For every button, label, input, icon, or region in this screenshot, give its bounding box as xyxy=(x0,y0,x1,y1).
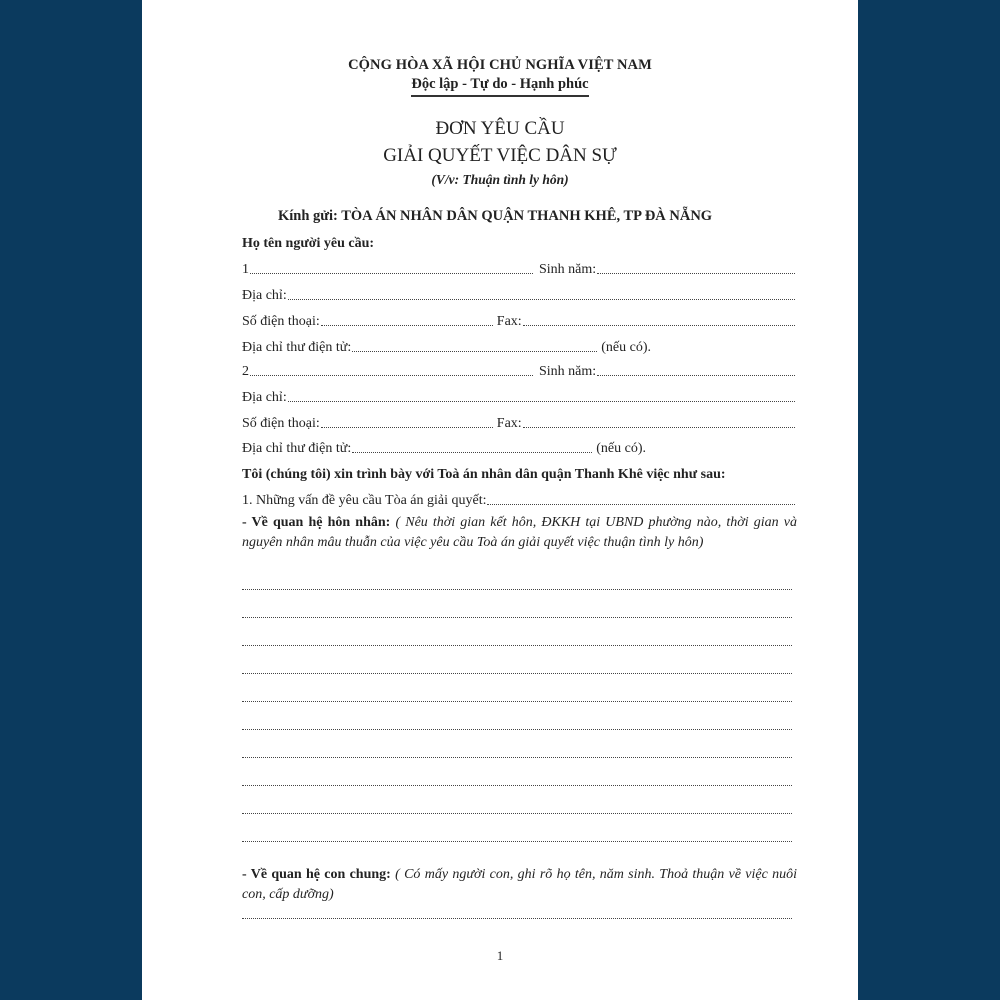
person2-address-field[interactable] xyxy=(288,401,795,402)
marriage-answer-line[interactable] xyxy=(242,695,792,702)
requester-heading xyxy=(242,232,795,252)
person1-fax-label: Fax: xyxy=(496,314,522,329)
person2-number: 2 xyxy=(242,364,249,379)
children-note: ( Có mấy người con, ghi rõ họ tên, năm sinh. Thoả thuận về việc nuôi con, cấp dưỡng) xyxy=(242,867,798,902)
person1-phone-row[interactable] xyxy=(242,310,795,330)
marriage-paragraph: - Về quan hệ hôn nhân: ( Nêu thời gian kết hôn, ĐKKH tại UBND phường nào, thời gian và nguyên nhân mâu thuẫn của việc yêu cầu Toà án giải quyết việc thuận tình ly hôn) xyxy=(242,515,797,550)
person1-fax-field[interactable] xyxy=(523,325,795,326)
person2-email-label: Địa chỉ thư điện tử: xyxy=(242,441,352,456)
motto xyxy=(142,76,858,97)
marriage-answer-line[interactable] xyxy=(242,807,792,814)
marriage-answer-line[interactable] xyxy=(242,835,792,842)
person2-email-row[interactable] xyxy=(242,437,795,457)
person1-email-suffix: (nếu có). xyxy=(601,340,652,355)
person1-name-field[interactable] xyxy=(250,273,533,274)
person2-address-row[interactable] xyxy=(242,386,795,406)
issues-label: 1. Những vấn đề yêu cầu Tòa án giải quyết: xyxy=(242,493,487,508)
person2-birth-field[interactable] xyxy=(597,375,795,376)
marriage-note: ( Nêu thời gian kết hôn, ĐKKH tại UBND phường nào, thời gian và nguyên nhân mâu thuẫn của việc yêu cầu Toà án giải quyết việc thuận tình ly hôn) xyxy=(242,515,797,550)
person1-email-label: Địa chỉ thư điện tử: xyxy=(242,340,352,355)
page-number: 1 xyxy=(496,948,504,963)
person1-phone-label: Số điện thoại: xyxy=(242,314,320,329)
person2-email-suffix: (nếu có). xyxy=(596,441,647,456)
marriage-answer-line[interactable] xyxy=(242,667,792,674)
addressee: Kính gửi: TÒA ÁN NHÂN DÂN QUẬN THANH KHÊ, TP ĐÀ NẴNG xyxy=(278,208,713,224)
marriage-answer-line[interactable] xyxy=(242,583,792,590)
person2-name-field[interactable] xyxy=(250,375,533,376)
person2-address-label: Địa chỉ: xyxy=(242,390,287,405)
person1-address-row[interactable] xyxy=(242,284,795,304)
person2-phone-field[interactable] xyxy=(321,427,493,428)
children-answer-line[interactable] xyxy=(242,912,792,919)
person2-phone-row[interactable] xyxy=(242,412,795,432)
person2-fax-field[interactable] xyxy=(523,427,795,428)
person1-email-field[interactable] xyxy=(352,351,597,352)
document-page xyxy=(142,0,858,1000)
person2-phone-label: Số điện thoại: xyxy=(242,416,320,431)
person1-birth-field[interactable] xyxy=(597,273,795,274)
title-line-1: ĐƠN YÊU CẦU xyxy=(435,118,565,139)
person1-name-row[interactable] xyxy=(242,258,795,278)
marriage-answer-line[interactable] xyxy=(242,751,792,758)
person1-number: 1 xyxy=(242,262,249,277)
statement-row xyxy=(242,463,795,483)
statement-text: Tôi (chúng tôi) xin trình bày với Toà án nhân dân quận Thanh Khê việc như sau: xyxy=(242,467,726,482)
person1-email-row[interactable] xyxy=(242,336,795,356)
person2-name-row[interactable] xyxy=(242,360,795,380)
children-heading: - Về quan hệ con chung xyxy=(242,867,387,882)
marriage-answer-line[interactable] xyxy=(242,611,792,618)
requester-heading-text: Họ tên người yêu cầu: xyxy=(242,236,375,251)
marriage-heading: - Về quan hệ hôn nhân xyxy=(242,515,386,530)
marriage-answer-line[interactable] xyxy=(242,723,792,730)
marriage-answer-line[interactable] xyxy=(242,639,792,646)
person1-birth-label: Sinh năm: xyxy=(539,262,597,277)
children-paragraph: - Về quan hệ con chung: ( Có mấy người con, ghi rõ họ tên, năm sinh. Thoả thuận về việc nuôi con, cấp dưỡng) xyxy=(242,867,798,902)
person2-fax-label: Fax: xyxy=(496,416,522,431)
person2-birth-label: Sinh năm: xyxy=(539,364,597,379)
title-line-2: GIẢI QUYẾT VIỆC DÂN SỰ xyxy=(383,145,617,166)
issues-row[interactable] xyxy=(242,489,795,509)
person1-address-field[interactable] xyxy=(288,299,795,300)
marriage-answer-line[interactable] xyxy=(242,779,792,786)
title-subject: (V/v: Thuận tình ly hôn) xyxy=(431,172,569,187)
person1-address-label: Địa chỉ: xyxy=(242,288,287,303)
motto-text: Độc lập - Tự do - Hạnh phúc xyxy=(411,76,588,97)
nation-heading: CỘNG HÒA XÃ HỘI CHỦ NGHĨA VIỆT NAM xyxy=(348,57,652,73)
person1-phone-field[interactable] xyxy=(321,325,493,326)
person2-email-field[interactable] xyxy=(352,452,592,453)
issues-field[interactable] xyxy=(487,504,795,505)
